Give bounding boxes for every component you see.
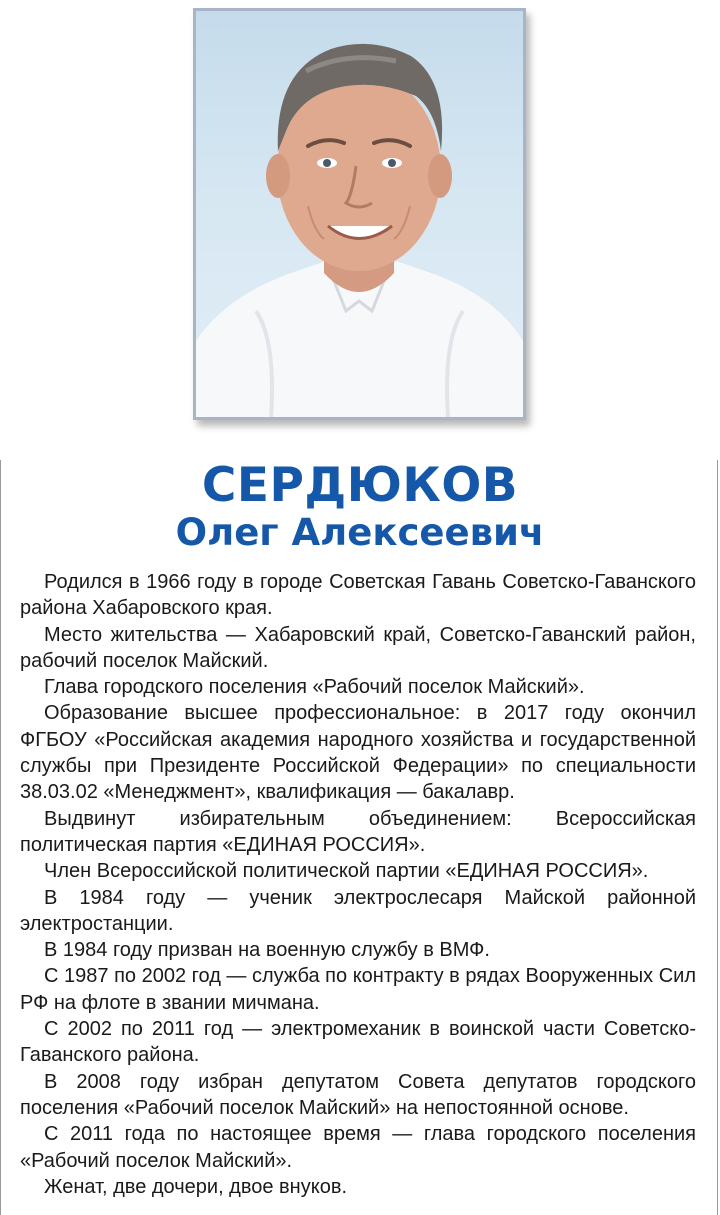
bio-paragraph-career-2008: В 2008 году избран депутатом Совета депутатов городского поселения «Рабочий поселок Майский» на непостоянной основе. [20, 1070, 696, 1119]
bio-paragraph-career-1984-navy: В 1984 году призван на военную службу в ВМФ. [44, 939, 490, 962]
bio-paragraph-birth: Родился в 1966 году в городе Советская Гавань Советско-Гаванского района Хабаровского края. [20, 571, 696, 620]
portrait-illustration [196, 11, 523, 417]
bio-paragraph-position: Глава городского поселения «Рабочий поселок Майский». [44, 676, 585, 699]
bio-paragraph-career-2002-2011: С 2002 по 2011 год — электромеханик в воинской части Советско-Гаванского района. [20, 1018, 696, 1067]
bio-paragraph-education: Образование высшее профессиональное: в 2017 году окончил ФГБОУ «Российская академия народного хозяйства и государственной службы при Президенте Российской Федерации» по специальности 38.03.02 «Менеджмент», квалификация — бакалавр. [20, 702, 696, 804]
biography-text [20, 569, 696, 1200]
bio-paragraph-party-membership: Член Всероссийской политической партии «ЕДИНАЯ РОССИЯ». [44, 860, 649, 883]
bio-paragraph-family: Женат, две дочери, двое внуков. [44, 1175, 348, 1198]
bio-paragraph-career-1987-2002: С 1987 по 2002 год — служба по контракту в рядах Вооруженных Сил РФ на флоте в звании мичмана. [20, 965, 696, 1014]
bio-paragraph-career-1984-apprentice: В 1984 году — ученик электрослесаря Майской районной электростанции. [20, 886, 696, 935]
bio-paragraph-nomination: Выдвинут избирательным объединением: Всероссийская политическая партия «ЕДИНАЯ РОССИЯ». [20, 807, 696, 856]
candidate-given-names: Олег Алексеевич [175, 511, 545, 554]
bio-paragraph-residence: Место жительства — Хабаровский край, Советско-Гаванский район, рабочий поселок Майский. [20, 623, 696, 672]
candidate-portrait [193, 8, 526, 420]
candidate-surname: СЕРДЮКОВ [201, 458, 519, 513]
bio-paragraph-career-2011: С 2011 года по настоящее время — глава городского поселения «Рабочий поселок Майский». [20, 1123, 696, 1172]
